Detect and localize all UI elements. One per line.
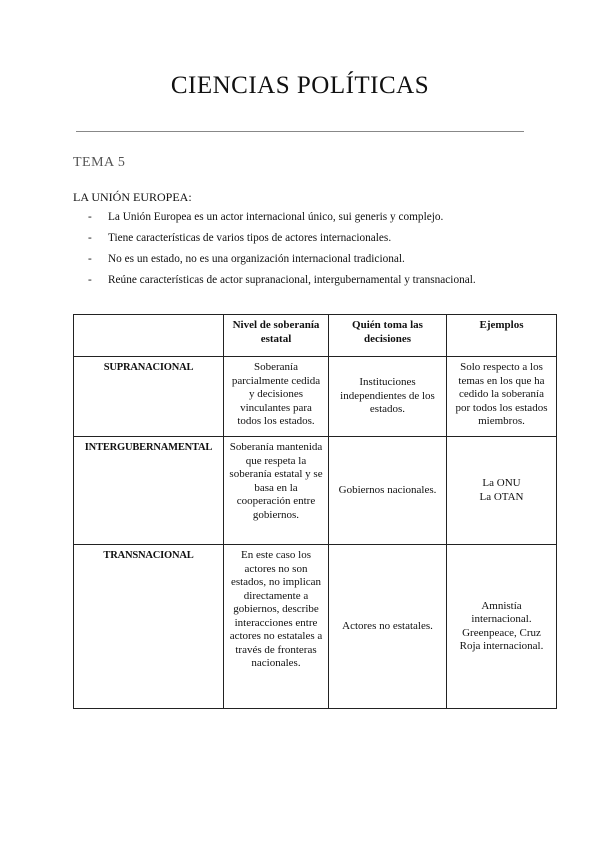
cell-examples: Solo respecto a los temas en los que ha cedido la soberanía por todos los estados miembros. [447, 357, 557, 437]
bullet-marker: - [88, 253, 92, 265]
header-empty [74, 315, 224, 357]
table-row [74, 357, 557, 437]
page-title: CIENCIAS POLÍTICAS [170, 72, 430, 99]
example-line: La OTAN [479, 490, 524, 503]
table-row [74, 545, 557, 709]
list-item-text: Reúne características de actor supranacional, intergubernamental y transnacional. [108, 274, 476, 286]
cell-decision-makers: Actores no estatales. [329, 545, 447, 709]
example-line: La ONU [482, 477, 521, 489]
cell-examples: Amnistía internacional. Greenpeace, Cruz Roja internacional. [447, 545, 557, 709]
header-sovereignty: Nivel de soberanía estatal [224, 315, 329, 357]
section-heading: LA UNIÓN EUROPEA: [73, 190, 192, 204]
row-type-supranational: SUPRANACIONAL [74, 357, 224, 437]
list-item [88, 273, 476, 294]
cell-sovereignty: En este caso los actores no son estados, no implican directamente a gobiernos, describe interacciones entre actores no estatales a través de fronteras nacionales. [224, 545, 329, 709]
row-type-intergovernmental: INTERGUBERNAMENTAL [74, 437, 224, 545]
bullet-list [88, 210, 476, 294]
cell-sovereignty: Soberanía mantenida que respeta la soberanía estatal y se basa en la cooperación entre gobiernos. [224, 437, 329, 545]
cell-decision-makers: Gobiernos nacionales. [329, 437, 447, 545]
list-item [88, 252, 476, 273]
actors-table [73, 314, 557, 709]
list-item-text: Tiene características de varios tipos de actores internacionales. [108, 232, 392, 244]
header-examples: Ejemplos [447, 315, 557, 357]
cell-decision-makers: Instituciones independientes de los estados. [329, 357, 447, 437]
list-item-text: No es un estado, no es una organización internacional tradicional. [108, 253, 405, 265]
table-row [74, 437, 557, 545]
bullet-marker: - [88, 232, 92, 244]
table-header-row [74, 315, 557, 357]
list-item [88, 210, 476, 231]
bullet-marker: - [88, 211, 92, 223]
bullet-marker: - [88, 274, 92, 286]
list-item-text: La Unión Europea es un actor internacional único, sui generis y complejo. [108, 211, 444, 223]
header-decision-makers: Quién toma las decisiones [329, 315, 447, 357]
topic-label: TEMA 5 [73, 155, 126, 170]
cell-examples [447, 437, 557, 545]
list-item [88, 231, 476, 252]
cell-sovereignty: Soberanía parcialmente cedida y decisiones vinculantes para todos los estados. [224, 357, 329, 437]
title-divider [76, 131, 524, 132]
row-type-transnational: TRANSNACIONAL [74, 545, 224, 709]
